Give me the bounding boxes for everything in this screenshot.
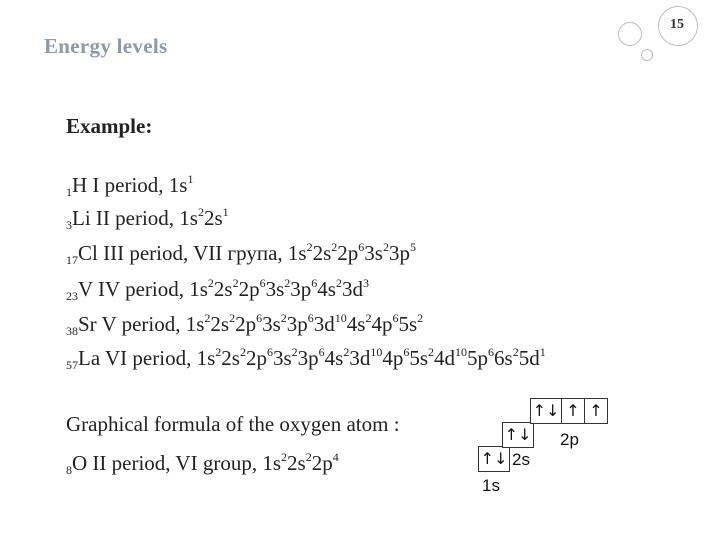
config-text: H I period, 1s bbox=[72, 173, 188, 197]
config-text: 4s bbox=[317, 277, 336, 301]
config-text: 4p bbox=[371, 312, 393, 336]
electron-count: 5 bbox=[409, 240, 416, 254]
page-number: 15 bbox=[670, 17, 684, 32]
electron-count: 1 bbox=[539, 345, 546, 359]
electron-count: 2 bbox=[335, 276, 342, 290]
config-text: 2s bbox=[213, 277, 233, 301]
electron-count: 2 bbox=[343, 345, 350, 359]
electron-count: 2 bbox=[305, 450, 312, 464]
config-line-h bbox=[66, 172, 193, 200]
example-label: Example: bbox=[66, 114, 153, 138]
config-text: 2p bbox=[235, 312, 257, 336]
electron-count: 2 bbox=[291, 345, 298, 359]
electron-count: 2 bbox=[232, 276, 239, 290]
orbital-arrows-2p-3: ↑ bbox=[589, 401, 603, 420]
electron-count: 6 bbox=[311, 276, 318, 290]
config-text: V IV period, 1s bbox=[78, 277, 208, 301]
orbital-arrows-1s: ↑↓ bbox=[480, 449, 508, 468]
electron-count: 2 bbox=[204, 311, 211, 325]
graphical-formula-title: Graphical formula of the oxygen atom : bbox=[66, 412, 400, 436]
header-divider bbox=[44, 68, 610, 69]
config-line-li bbox=[66, 205, 229, 233]
electron-count: 2 bbox=[197, 205, 204, 219]
electron-count: 10 bbox=[370, 345, 383, 359]
electron-count: 2 bbox=[207, 276, 214, 290]
config-text: 5s bbox=[398, 312, 418, 336]
electron-count: 1 bbox=[187, 172, 194, 186]
config-text: 3s bbox=[265, 277, 285, 301]
electron-count: 2 bbox=[306, 240, 313, 254]
config-text: 4s bbox=[346, 312, 366, 336]
orbital-arrows-2p-2: ↑ bbox=[566, 401, 580, 420]
orbital-label-2s: 2s bbox=[512, 450, 530, 469]
config-text: O II period, VI group, 1s bbox=[72, 451, 281, 475]
config-text: 2s bbox=[312, 241, 332, 265]
config-text: 2p bbox=[311, 451, 333, 475]
atomic-number: 1 bbox=[66, 185, 72, 199]
electron-count: 10 bbox=[334, 311, 347, 325]
decorative-circle-small bbox=[641, 49, 653, 61]
electron-count: 6 bbox=[488, 345, 494, 359]
config-text: 5d bbox=[518, 346, 540, 370]
config-text: 5s bbox=[409, 346, 428, 370]
config-text: 2s bbox=[210, 312, 230, 336]
config-text: 4s bbox=[324, 346, 344, 370]
electron-count: 2 bbox=[331, 240, 338, 254]
electron-count: 2 bbox=[284, 276, 291, 290]
electron-count: 6 bbox=[266, 345, 273, 359]
config-line-cl bbox=[66, 240, 416, 268]
config-text: 3d bbox=[341, 277, 363, 301]
electron-count: 2 bbox=[281, 450, 287, 464]
electron-count: 10 bbox=[455, 345, 467, 359]
config-text: 6s bbox=[494, 346, 513, 370]
config-line-sr bbox=[66, 311, 423, 339]
decorative-circle-large bbox=[618, 22, 642, 46]
electron-count: 2 bbox=[417, 311, 424, 325]
config-line-v bbox=[66, 276, 369, 304]
config-text: Cl III period, VII група, 1s bbox=[78, 241, 307, 265]
config-text: 2p bbox=[238, 277, 260, 301]
config-text: 3p bbox=[388, 241, 410, 265]
slide-title: Energy levels bbox=[44, 34, 168, 58]
electron-count: 2 bbox=[512, 345, 519, 359]
electron-count: 6 bbox=[318, 345, 325, 359]
electron-count: 6 bbox=[358, 240, 365, 254]
config-text: 2s bbox=[221, 346, 240, 370]
config-text: Li II period, 1s bbox=[72, 206, 198, 230]
config-text: 4p bbox=[382, 346, 404, 370]
config-text: 3s bbox=[262, 312, 281, 336]
atomic-number: 3 bbox=[66, 218, 72, 232]
atomic-number: 17 bbox=[66, 253, 78, 267]
electron-count: 2 bbox=[229, 311, 236, 325]
electron-count: 2 bbox=[280, 311, 287, 325]
electron-count: 2 bbox=[215, 345, 222, 359]
config-text: 3p bbox=[297, 346, 319, 370]
electron-count: 6 bbox=[307, 311, 314, 325]
electron-count: 2 bbox=[428, 345, 434, 359]
config-text: 3d bbox=[313, 312, 335, 336]
electron-count: 6 bbox=[259, 276, 266, 290]
config-text: La VI period, 1s bbox=[78, 346, 216, 370]
config-text: 2s bbox=[203, 206, 223, 230]
orbital-arrows-2s: ↑↓ bbox=[504, 425, 532, 444]
config-text: Sr V period, 1s bbox=[78, 312, 205, 336]
electron-count: 3 bbox=[362, 276, 369, 290]
config-text: 5p bbox=[467, 346, 488, 370]
atomic-number: 8 bbox=[66, 463, 72, 477]
electron-count: 1 bbox=[222, 205, 229, 219]
orbital-label-2p: 2p bbox=[560, 430, 579, 449]
oxygen-config-line bbox=[66, 450, 339, 478]
config-text: 2p bbox=[337, 241, 359, 265]
atomic-number: 38 bbox=[66, 324, 78, 338]
config-line-la bbox=[66, 345, 546, 373]
electron-count: 6 bbox=[256, 311, 263, 325]
orbital-arrows-2p-1: ↑↓ bbox=[532, 401, 560, 420]
electron-count: 2 bbox=[239, 345, 246, 359]
config-text: 3d bbox=[349, 346, 371, 370]
config-text: 2s bbox=[287, 451, 306, 475]
orbital-label-1s: 1s bbox=[482, 476, 500, 495]
atomic-number: 23 bbox=[66, 289, 78, 303]
electron-count: 6 bbox=[392, 311, 399, 325]
config-text: 3p bbox=[286, 312, 308, 336]
config-text: 2p bbox=[245, 346, 267, 370]
electron-count: 4 bbox=[332, 450, 339, 464]
config-text: 3s bbox=[272, 346, 292, 370]
electron-count: 2 bbox=[382, 240, 389, 254]
atomic-number: 57 bbox=[66, 358, 78, 372]
config-text: 3s bbox=[364, 241, 383, 265]
config-text: 3p bbox=[290, 277, 312, 301]
electron-count: 2 bbox=[365, 311, 372, 325]
config-text: 4d bbox=[434, 346, 455, 370]
electron-count: 6 bbox=[403, 345, 410, 359]
